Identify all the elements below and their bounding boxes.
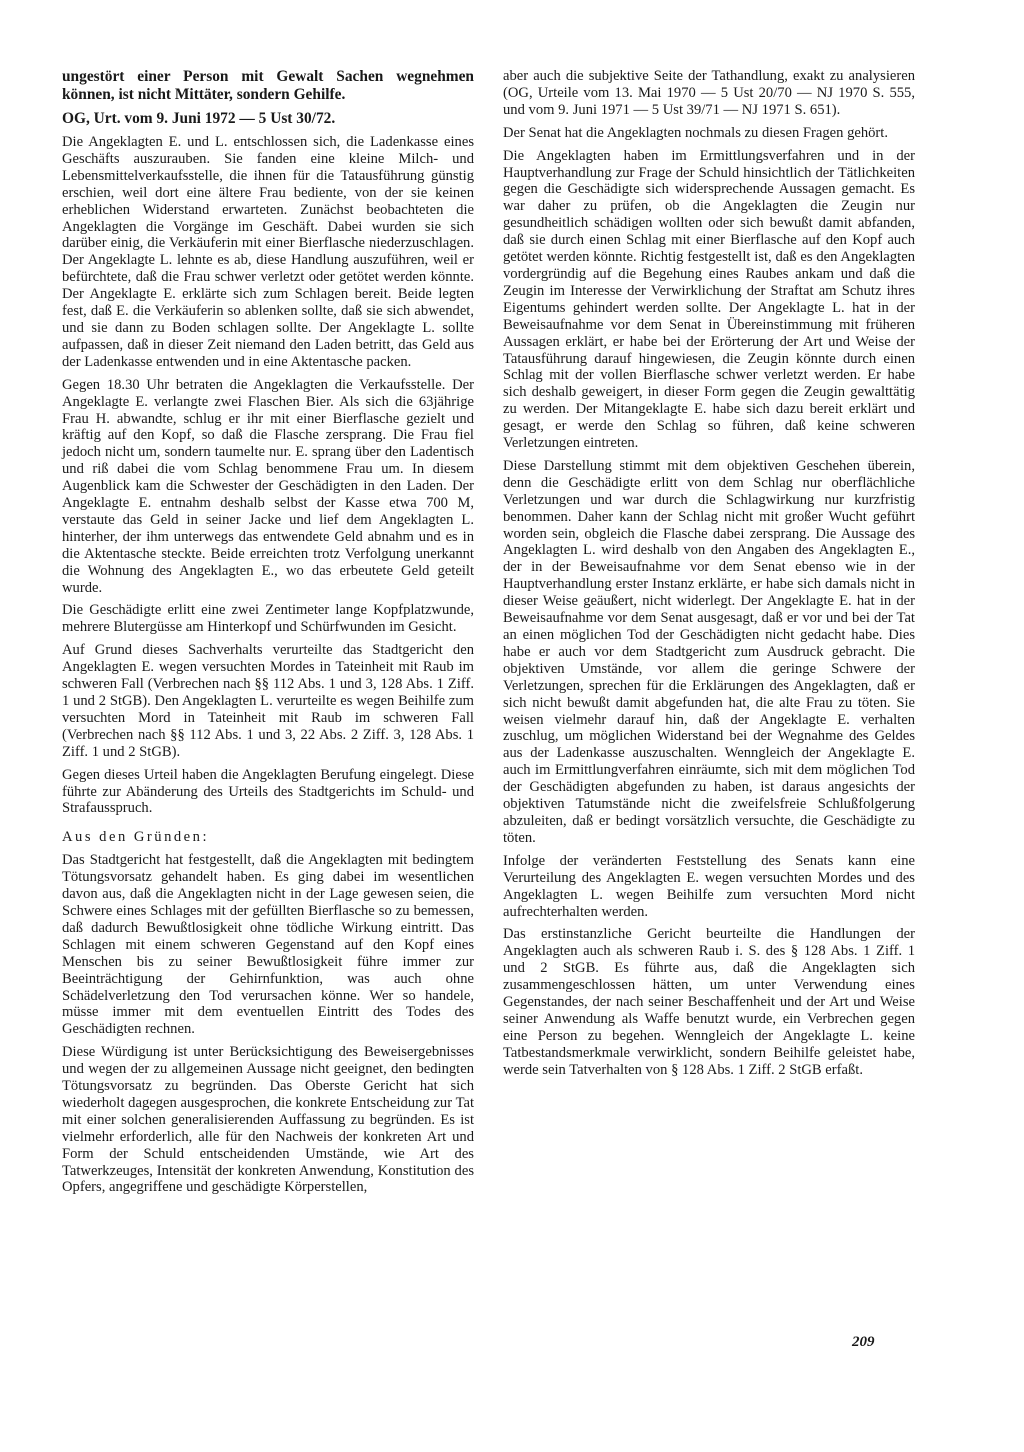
- paragraph: Der Senat hat die Angeklagten nochmals zu diesen Fragen gehört.: [503, 124, 888, 141]
- left-column: [62, 68, 474, 1202]
- paragraph: Das Stadtgericht hat festgestellt, daß die Angeklagten mit bedingtem Tötungsvorsatz gehandelt haben. Es ging dabei im wesentlichen davon aus, daß die Angeklagten nicht in der Lage gewesen seien, die Schwere eines Schlages mit der gefüllten Bierflasche so zu bemessen, daß dadurch Bewußtlosigkeit ohne tödliche Wirkung eintritt. Das Schlagen mit einem schweren Gegenstand auf den Kopf eines Menschen bis zu seiner Bewußtlosigkeit führe immer zur Beeinträchtigung der Gehirnfunktion, was auch ohne Schädelverletzung den Tod verursachen könne. Wer so handele, müsse immer mit dem eventuellen Eintritt des Todes des Geschädigten rechnen.: [62, 852, 474, 1038]
- paragraph: Infolge der veränderten Feststellung des Senats kann eine Verurteilung des Angeklagten E. wegen versuchten Mordes und des Angeklagten L. wegen Beihilfe zum versuchten Mord nicht aufrechterhalten werden.: [503, 852, 915, 920]
- paragraph: Diese Würdigung ist unter Berücksichtigung des Beweisergebnisses und wegen der zu allgemeinen Aussage nicht geeignet, den bedingten Tötungsvorsatz zu begründen. Das Oberste Gericht hat sich wiederholt dagegen ausgesprochen, die konkrete Entscheidung zur Tat mit einer solchen generalisierenden Auffassung zu begründen. Es ist vielmehr erforderlich, alle für den Nachweis der konkreten Art und Form der Schuld entscheidenden Umstände, wie Art des Tatwerkzeuges, Intensität der konkreten Anwendung, Konstitution des Opfers, angegriffene und geschädigte Körperstellen,: [62, 1044, 474, 1196]
- decision-citation: OG, Urt. vom 9. Juni 1972 — 5 Ust 30/72.: [62, 110, 336, 127]
- section-heading: Aus den Gründen:: [62, 829, 210, 846]
- paragraph: Auf Grund dieses Sachverhalts verurteilte das Stadtgericht den Angeklagten E. wegen versuchten Mordes in Tateinheit mit Raub im schweren Fall (Verbrechen nach §§ 112 Abs. 1 und 3, 128 Abs. 1 Ziff. 1 und 2 StGB). Den Angeklagten L. verurteilte es wegen Beihilfe zum versuchten Mord in Tateinheit mit Raub im schweren Fall (Verbrechen nach §§ 112 Abs. 1 und 3, 22 Abs. 2 Ziff. 3, 128 Abs. 1 Ziff. 1 und 2 StGB).: [62, 642, 474, 760]
- page-number: 209: [852, 1334, 875, 1350]
- headnote: ungestört einer Person mit Gewalt Sachen wegnehmen können, ist nicht Mittäter, sondern Gehilfe.: [62, 68, 474, 103]
- paragraph: Gegen 18.30 Uhr betraten die Angeklagten die Verkaufsstelle. Der Angeklagte E. verlangte zwei Flaschen Bier. Als sich die 63jährige Frau H. abwandte, schlug er ihr mit einer Bierflasche gezielt und kräftig auf den Kopf, so daß die Flasche zersprang. Die Frau fiel jedoch nicht um, sondern taumelte nur. E. sprang über den Ladentisch und riß dabei die vom Schlag benommene Frau um. In diesem Augenblick kam die Schwester der Geschädigten in den Laden. Der Angeklagte E. entnahm deshalb selbst der Kasse etwa 700 M, verstaute das Geld in seiner Jacke und lief dem Angeklagten L. hinterher, der ihm unterwegs das entwendete Geld abnahm und es in die Aktentasche steckte. Beide erreichten trotz Verfolgung unerkannt die Wohnung des Angeklagten E., wo das erbeutete Geld geteilt wurde.: [62, 376, 474, 596]
- right-column: [503, 68, 915, 1085]
- paragraph: Das erstinstanzliche Gericht beurteilte die Handlungen der Angeklagten auch als schweren Raub i. S. des § 128 Abs. 1 Ziff. 1 und 2 StGB. Es führte aus, daß die Angeklagten sich zusammengeschlossen hätten, um unter Verwendung eines Gegenstandes, der nach seiner Beschaffenheit und der Art und Weise seiner Anwendung als Waffe benutzt wurde, ein Verbrechen gegen eine Person zu begehen. Wenngleich der Angeklagte L. keine Tatbestandsmerkmale verwirklicht, sondern Beihilfe geleistet habe, werde sein Tatverhalten von § 128 Abs. 1 Ziff. 2 StGB erfaßt.: [503, 926, 915, 1078]
- paragraph: Die Geschädigte erlitt eine zwei Zentimeter lange Kopfplatzwunde, mehrere Blutergüsse am Hinterkopf und Schürfwunden im Gesicht.: [62, 602, 474, 636]
- paragraph: Die Angeklagten haben im Ermittlungsverfahren und in der Hauptverhandlung zur Frage der Schuld hinsichtlich der Tätlichkeiten gegen die Geschädigte sich widersprechende Aussagen gemacht. Es war daher zu prüfen, ob die Angeklagten die Zeugin nur gesundheitlich schädigen wollten oder sich bewußt damit abfanden, daß sie durch einen Schlag mit einer Bierflasche auf den Kopf auch getötet werden könnte. Richtig festgestellt ist, daß es den Angeklagten vordergründig auf die Begehung eines Raubes ankam und daß die Zeugin im Interesse der Verwirklichung der Straftat am Schutz ihres Eigentums gehindert werden sollte. Der Angeklagte L. hat in der Beweisaufnahme vor dem Senat in Übereinstimmung mit früheren Aussagen erklärt, er habe bei der Erörterung der Art und Weise der Tatausführung darauf hingewiesen, die Zeugin könnte durch einen Schlag mit der vollen Bierflasche schwer verletzt werden. Er habe sich deshalb geweigert, in dieser Form gegen die Zeugin gewalttätig zu werden. Der Mitangeklagte E. habe sich dazu bereit erklärt und gesagt, er werde den Schlag so führen, daß keine schweren Verletzungen eintreten.: [503, 147, 915, 452]
- paragraph: Gegen dieses Urteil haben die Angeklagten Berufung eingelegt. Diese führte zur Abänderung des Urteils des Stadtgerichts im Schuld- und Strafausspruch.: [62, 766, 474, 817]
- paragraph: Diese Darstellung stimmt mit dem objektiven Geschehen überein, denn die Geschädigte erlitt von dem Schlag nur oberflächliche Verletzungen und war durch die Schlagwirkung nur kurzfristig benommen. Daher kann der Schlag nicht mit großer Wucht geführt worden sein, obgleich die Flasche dabei zersprang. Die Aussage des Angeklagten L. wird deshalb von den Angaben des Angeklagten E., der in der Beweisaufnahme vor dem Senat ebenso wie in der Hauptverhandlung erster Instanz erklärte, er habe sich damals nicht in dieser Weise geäußert, nicht widerlegt. Der Angeklagte E. hat in der Beweisaufnahme vor dem Senat ausgesagt, daß er vor und bei der Tat an einen möglichen Tod der Geschädigten nicht gedacht habe. Dies habe er auch vor dem Stadtgericht zum Ausdruck gebracht. Die objektiven Umstände, vor allem die geringe Schwere der Verletzungen, sprechen für die Erklärungen des Angeklagten, daß er sich nicht bewußt damit abgefunden hat, die alte Frau zu töten. Sie weisen vielmehr darauf hin, daß der Angeklagte E. verhalten zuschlug, um möglichen Widerstand bei der Wegnahme des Geldes aus der Ladenkasse auszuschalten. Wenngleich der Angeklagte E. auch im Ermittlungverfahren einräumte, sich mit dem möglichen Tod der Geschädigten abgefunden zu haben, ist daraus angesichts der objektiven Tatumstände nicht die zweifelsfreie Schlußfolgerung abzuleiten, daß er bedingt vorsätzlich versuchte, die Geschädigte zu töten.: [503, 457, 915, 846]
- paragraph: aber auch die subjektive Seite der Tathandlung, exakt zu analysieren (OG, Urteile vom 13. Mai 1970 — 5 Ust 20/70 — NJ 1970 S. 555, und vom 9. Juni 1971 — 5 Ust 39/71 — NJ 1971 S. 651).: [503, 68, 915, 118]
- paragraph: Die Angeklagten E. und L. entschlossen sich, die Ladenkasse eines Geschäfts auszurauben. Sie fanden eine kleine Milch- und Lebensmittelverkaufsstelle, die ihnen für die Tatausführung günstig erschien, weil dort eine ältere Frau bediente, von der sie keinen erheblichen Widerstand erwarteten. Zunächst beobachteten die Angeklagten die Vorgänge im Geschäft. Dabei wurden sie sich darüber einig, die Verkäuferin mit einer Bierflasche niederzuschlagen. Der Angeklagte L. lehnte es ab, diese Handlung auszuführen, weil er befürchtete, daß die Frau schwer verletzt oder getötet werden könnte. Der Angeklagte E. erklärte sich zum Schlagen bereit. Beide legten fest, daß E. die Verkäuferin so ablenken sollte, daß sie sich abwendet, und sie dann zu Boden schlagen sollte. Der Angeklagte L. sollte aufpassen, daß in dieser Zeit niemand den Laden betritt, das Geld aus der Ladenkasse entwenden und in eine Aktentasche packen.: [62, 134, 474, 370]
